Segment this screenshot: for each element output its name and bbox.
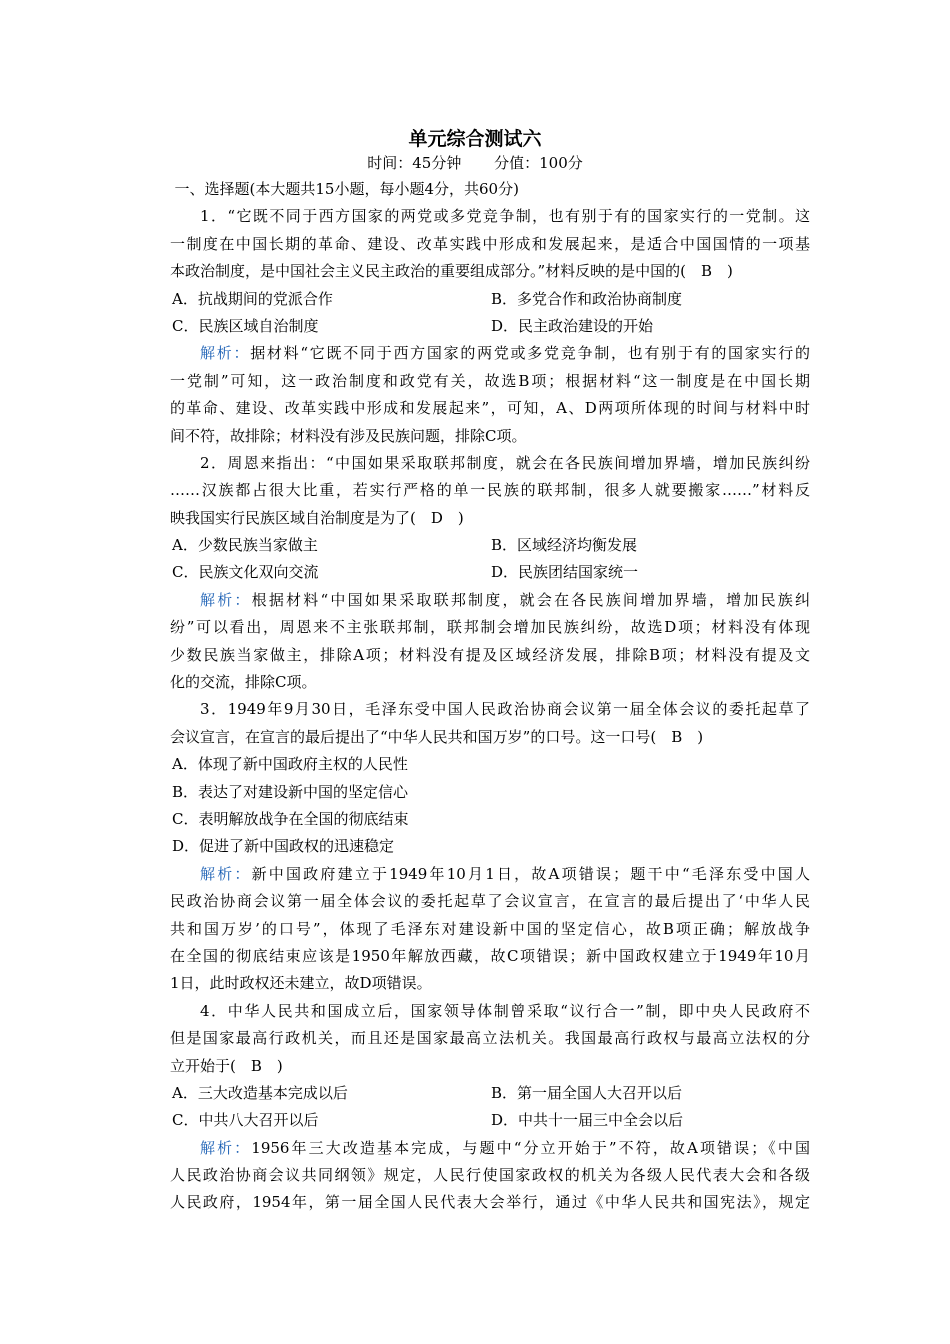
exam-meta [0,152,950,173]
question-line: 会议宣言，在宣言的最后提出了“中华人民共和国万岁”的口号。这一口号( B ) [170,727,704,746]
analysis-line: 在全国的彻底结束应该是1950年解放西藏，故C项错误；新中国政权建立于1949年10月 [170,946,810,965]
options-row [170,313,810,340]
analysis-label: 解析： [200,1138,252,1157]
section-heading: 一、选择题(本大题共15小题，每小题4分，共60分) [174,180,519,198]
question-1 [170,203,810,450]
analysis-line: 解析：新中国政府建立于1949年10月1日，故A项错误；题干中“毛泽东受中国人 [200,864,810,883]
analysis-line: 少数民族当家做主，排除A项；材料没有提及区域经济发展，排除B项；材料没有提及文 [170,645,810,664]
option-a: A．三大改造基本完成以后 [172,1083,348,1102]
exam-score: 分值：100分 [494,154,583,172]
analysis-line: 解析：1956年三大改造基本完成，与题中“分立开始于”不符，故A项错误；《中国 [200,1138,810,1157]
analysis-label: 解析： [200,864,252,883]
question-line: 本政治制度，是中国社会主义民主政治的重要组成部分。”材料反映的是中国的( B ) [170,262,733,281]
question-3 [170,696,810,997]
analysis-line: 间不符，故排除；材料没有涉及民族问题，排除C项。 [170,426,527,445]
exam-time: 时间：45分钟 [367,154,462,172]
option-a: A．抗战期间的党派合作 [172,289,333,308]
option-b: B．区域经济均衡发展 [491,536,638,555]
question-2 [170,450,810,697]
question-line: 2．周恩来指出：“中国如果采取联邦制度，就会在各民族间增加界墙，增加民族纠纷 [200,453,810,472]
analysis-line: 一党制”可知，这一政治制度和政党有关，故选B项；根据材料“这一制度是在中国长期 [170,371,810,390]
question-line: 3．1949年9月30日，毛泽东受中国人民政治协商会议第一届全体会议的委托起草了 [200,700,810,719]
option-d: D．民主政治建设的开始 [491,316,654,335]
option-c: C．中共八大召开以后 [172,1111,319,1130]
option-b: B．多党合作和政治协商制度 [491,289,683,308]
analysis-line: 解析：据材料“它既不同于西方国家的两党或多党竞争制，也有别于有的国家实行的 [200,344,810,363]
question-line: 映我国实行民族区域自治制度是为了( D ) [170,508,464,527]
question-line: 但是国家最高行政机关，而且还是国家最高立法机关。我国最高行政权与最高立法权的分 [170,1029,810,1048]
analysis-line: 民政治协商会议第一届全体会议的委托起草了会议宣言，在宣言的最后提出了‘中华人民 [170,892,810,911]
question-line: 4．中华人民共和国成立后，国家领导体制曾采取“议行合一”制，即中央人民政府不 [200,1001,810,1020]
option-b: B．表达了对建设新中国的坚定信心 [172,782,409,801]
options-row [170,1107,810,1134]
options-row [170,1080,810,1107]
options-row [170,286,810,313]
option-d: D．促进了新中国政权的迅速稳定 [172,837,395,856]
question-line: 一制度在中国长期的革命、建设、改革实践中形成和发展起来，是适合中国国情的一项基 [170,234,810,253]
analysis-line: 纷”可以看出，周恩来不主张联邦制，联邦制会增加民族纠纷，故选D项；材料没有体现 [170,618,810,637]
option-d: D．民族团结国家统一 [491,563,639,582]
analysis-line: 共和国万岁’的口号”，体现了毛泽东对建设新中国的坚定信心，故B项正确；解放战争 [170,919,810,938]
analysis-line: 1日，此时政权还未建立，故D项错误。 [170,974,432,993]
options-row [170,532,810,559]
option-b: B．第一届全国人大召开以后 [491,1083,683,1102]
option-c: C．民族区域自治制度 [172,316,319,335]
exam-content [170,176,810,1217]
option-a: A．体现了新中国政府主权的人民性 [172,755,408,774]
analysis-line: 的革命、建设、改革实践中形成和发展起来”，可知，A、D两项所体现的时间与材料中时 [170,399,810,418]
question-line: 立开始于( B ) [170,1056,283,1075]
question-line: ……汉族都占很大比重，若实行严格的单一民族的联邦制，很多人就要搬家……”材料反 [170,481,810,500]
analysis-line: 人民政治协商会议共同纲领》规定，人民行使国家政权的机关为各级人民代表大会和各级 [170,1166,810,1185]
question-line: 1．“它既不同于西方国家的两党或多党竞争制，也有别于有的国家实行的一党制。这 [200,207,810,226]
analysis-line: 化的交流，排除C项。 [170,673,317,692]
analysis-label: 解析： [200,344,251,363]
page-title: 单元综合测试六 [408,128,542,150]
analysis-label: 解析： [200,590,252,609]
analysis-line: 人民政府，1954年，第一届全国人民代表大会举行，通过《中华人民共和国宪法》，规定 [170,1193,810,1212]
question-4 [170,998,810,1217]
option-c: C．表明解放战争在全国的彻底结束 [172,809,409,828]
analysis-line: 解析：根据材料“中国如果采取联邦制度，就会在各民族间增加界墙，增加民族纠 [200,590,810,609]
option-d: D．中共十一届三中全会以后 [491,1111,684,1130]
options-row [170,559,810,586]
option-a: A．少数民族当家做主 [172,536,318,555]
option-c: C．民族文化双向交流 [172,563,319,582]
